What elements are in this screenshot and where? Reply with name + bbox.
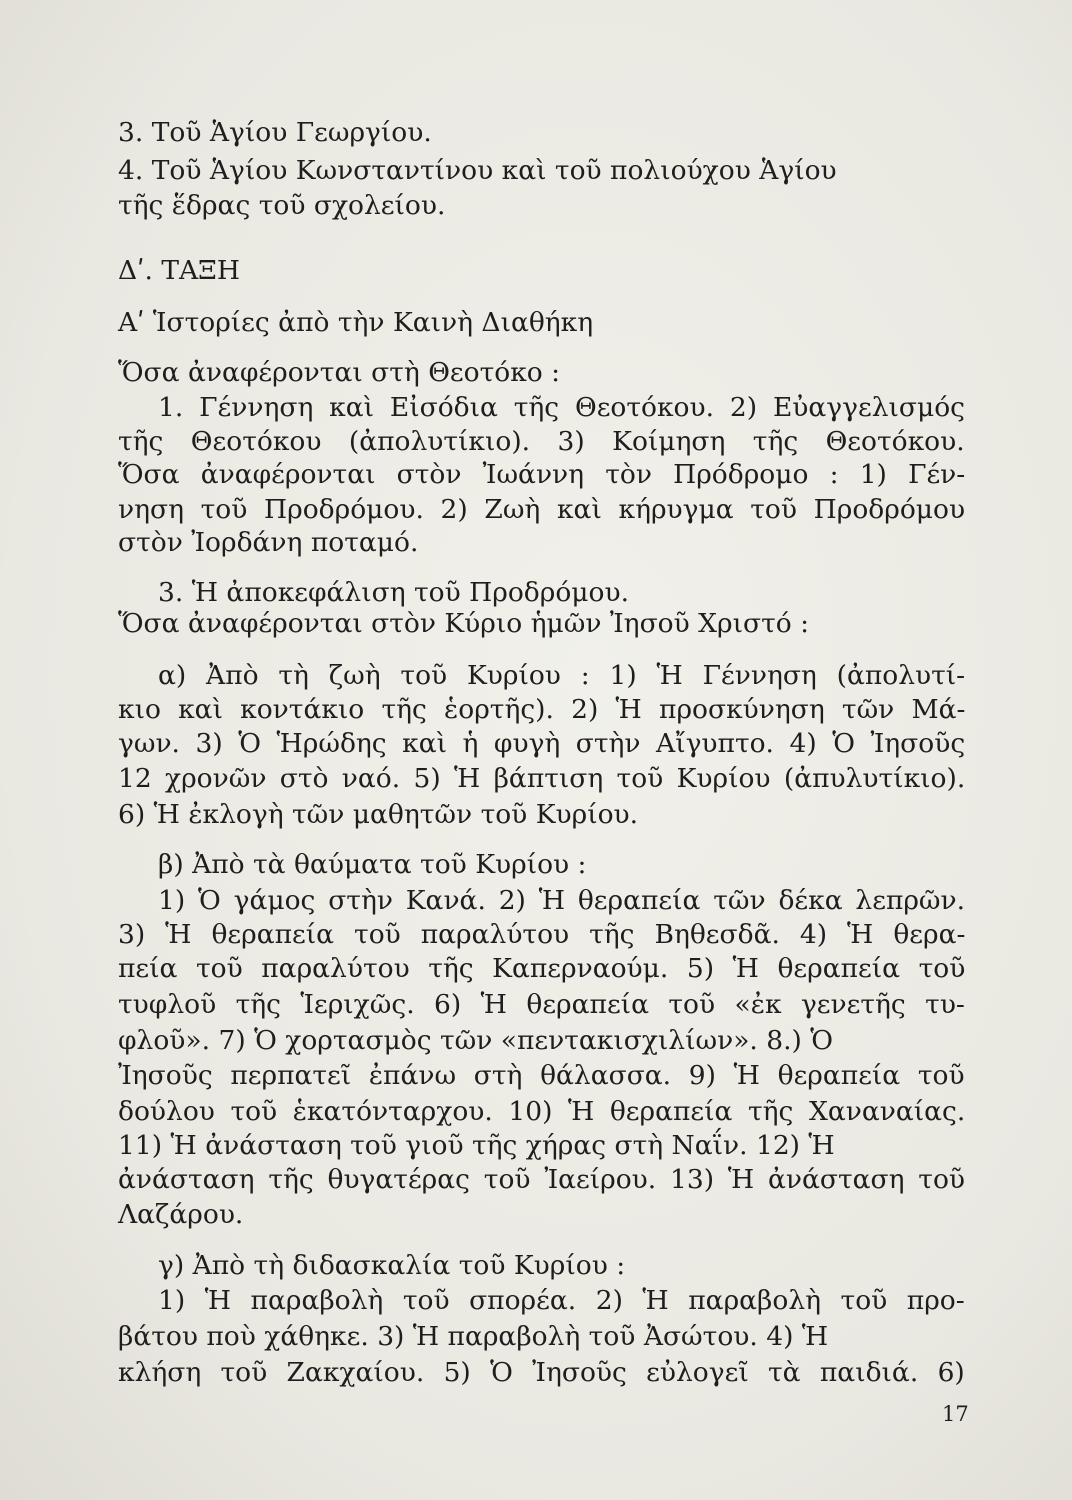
text-line: 3. Ἡ ἀποκεφάλιση τοῦ Προδρόμου. <box>158 577 629 608</box>
text-line: κιο καὶ κοντάκιο τῆς ἑορτῆς). 2) Ἡ προσκύνηση τῶν Μά- <box>118 694 966 725</box>
text-line: τυφλοῦ τῆς Ἱεριχῶς. 6) Ἡ θεραπεία τοῦ «ἐκ γενετῆς τυ- <box>118 989 965 1020</box>
text-line: 11) Ἡ ἀνάσταση τοῦ γιοῦ τῆς χήρας στὴ Ναΐν. 12) Ἡ <box>118 1130 835 1161</box>
text-line: Ὅσα ἀναφέρονται στὴ Θεοτόκο : <box>118 357 561 388</box>
text-line: νηση τοῦ Προδρόμου. 2) Ζωὴ καὶ κήρυγμα τοῦ Προδρόμου <box>118 494 966 525</box>
subsection-heading: Αʹ Ἱστορίες ἀπὸ τὴν Καινὴ Διαθήκη <box>118 307 594 338</box>
text-line: 12 χρονῶν στὸ ναό. 5) Ἡ βάπτιση τοῦ Κυρίου (ἀπυλυτίκιο). <box>118 763 966 794</box>
text-line: 4. Τοῦ Ἁγίου Κωνσταντίνου καὶ τοῦ πολιούχου Ἁγίου <box>118 155 837 186</box>
text-line: Ἰησοῦς περπατεῖ ἐπάνω στὴ θάλασσα. 9) Ἡ θεραπεία τοῦ <box>118 1060 965 1091</box>
text-line: πεία τοῦ παραλύτου τῆς Καπερναούμ. 5) Ἡ θεραπεία τοῦ <box>118 953 966 984</box>
section-heading: Δʹ. ΤΑΞΗ <box>118 255 240 286</box>
text-line: γ) Ἀπὸ τὴ διδασκαλία τοῦ Κυρίου : <box>158 1250 626 1281</box>
text-line: Λαζάρου. <box>118 1199 244 1230</box>
text-line: δούλου τοῦ ἑκατόνταρχου. 10) Ἡ θεραπεία τῆς Χαναναίας. <box>118 1096 966 1127</box>
text-line: Ὅσα ἀναφέρονται στὸν Κύριο ἡμῶν Ἰησοῦ Χριστό : <box>118 608 810 639</box>
text-line: τῆς Θεοτόκου (ἀπολυτίκιο). 3) Κοίμηση τῆς Θεοτόκου. <box>118 426 965 457</box>
text-line: α) Ἀπὸ τὴ ζωὴ τοῦ Κυρίου : 1) Ἡ Γέννηση (ἀπολυτί- <box>158 660 966 691</box>
page-number: 17 <box>942 1402 969 1426</box>
text-line: 3. Τοῦ Ἁγίου Γεωργίου. <box>118 117 432 148</box>
text-line: στὸν Ἰορδάνη ποταμό. <box>118 527 419 558</box>
text-line: βάτου ποὺ χάθηκε. 3) Ἡ παραβολὴ τοῦ Ἀσώτου. 4) Ἡ <box>118 1321 829 1352</box>
text-line: 1) Ἡ παραβολὴ τοῦ σπορέα. 2) Ἡ παραβολὴ τοῦ προ- <box>158 1285 965 1316</box>
text-line: γων. 3) Ὁ Ἡρώδης καὶ ἡ φυγὴ στὴν Αἴγυπτο. 4) Ὁ Ἰησοῦς <box>118 728 966 759</box>
text-line: φλοῦ». 7) Ὁ χορτασμὸς τῶν «πεντακισχιλίων». 8.) Ὁ <box>118 1025 834 1056</box>
text-line: Ὅσα ἀναφέρονται στὸν Ἰωάννη τὸν Πρόδρομο : 1) Γέν- <box>118 459 966 490</box>
text-line: β) Ἀπὸ τὰ θαύματα τοῦ Κυρίου : <box>158 849 587 880</box>
text-line: 1) Ὁ γάμος στὴν Κανά. 2) Ἡ θεραπεία τῶν δέκα λεπρῶν. <box>158 885 966 916</box>
text-line: 6) Ἡ ἐκλογὴ τῶν μαθητῶν τοῦ Κυρίου. <box>118 799 639 830</box>
text-line: κλήση τοῦ Ζακχαίου. 5) Ὁ Ἰησοῦς εὐλογεῖ τὰ παιδιά. 6) <box>118 1357 965 1388</box>
text-line: 3) Ἡ θεραπεία τοῦ παραλύτου τῆς Βηθεσδᾶ. 4) Ἡ θερα- <box>118 919 966 950</box>
text-line: 1. Γέννηση καὶ Εἰσόδια τῆς Θεοτόκου. 2) Εὐαγγελισμός <box>158 392 966 423</box>
text-line: ἀνάσταση τῆς θυγατέρας τοῦ Ἰαείρου. 13) Ἡ ἀνάσταση τοῦ <box>118 1164 966 1195</box>
text-line: τῆς ἕδρας τοῦ σχολείου. <box>118 190 446 221</box>
